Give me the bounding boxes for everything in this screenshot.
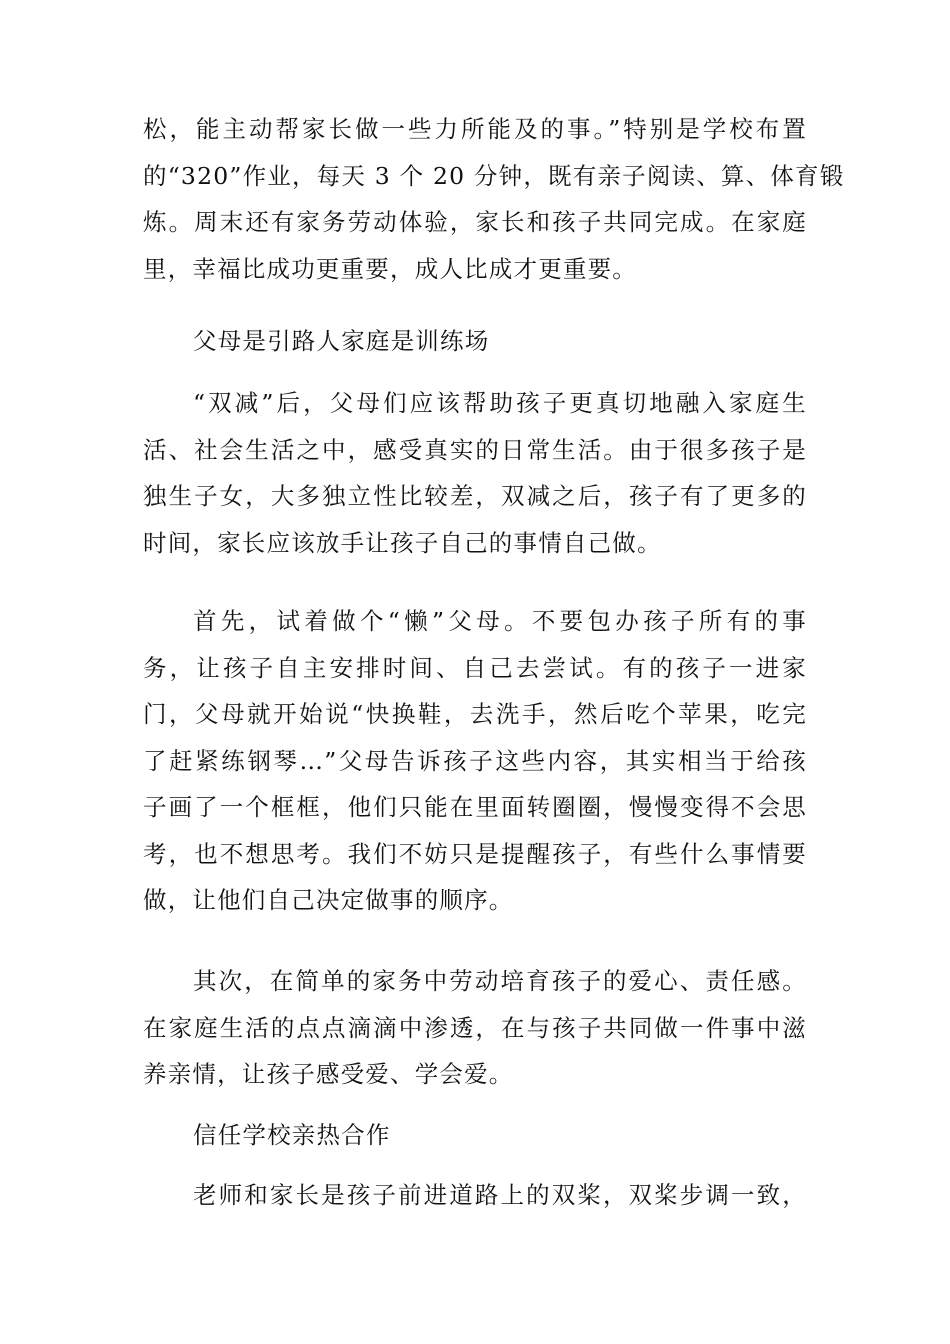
paragraph	[143, 598, 807, 924]
text-line: 活、社会生活之中，感受真实的日常生活。由于很多孩子是	[143, 435, 807, 464]
section-heading: 父母是引路人家庭是训练场	[193, 327, 490, 355]
text-line: 老师和家长是孩子前进道路上的双桨，双桨步调一致，	[193, 1181, 807, 1209]
text-line: 其次，在简单的家务中劳动培育孩子的爱心、责任感。	[193, 967, 807, 995]
text-line: 在家庭生活的点点滴滴中渗透，在与孩子共同做一件事中滋	[143, 1013, 807, 1042]
text-line: 考，也不想思考。我们不妨只是提醒孩子，有些什么事情要	[143, 839, 807, 868]
text-line: “双减”后，父母们应该帮助孩子更真切地融入家庭生	[193, 389, 807, 417]
paragraph	[143, 958, 807, 1098]
paragraph-continuation	[143, 106, 845, 292]
text-line: 门，父母就开始说“快换鞋，去洗手，然后吃个苹果，吃完	[143, 700, 807, 728]
text-line: 独生子女，大多独立性比较差，双减之后，孩子有了更多的	[143, 482, 807, 510]
text-line: 了赶紧练钢琴…”父母告诉孩子这些内容，其实相当于给孩	[143, 746, 807, 775]
text-line: 松，能主动帮家长做一些力所能及的事。”特别是学校布置	[143, 115, 807, 143]
text-line: 养亲情，让孩子感受爱、学会爱。	[143, 1060, 514, 1088]
section-heading: 信任学校亲热合作	[193, 1121, 391, 1149]
paragraph	[143, 1172, 807, 1219]
text-line: 的“320”作业，每天 3 个 20 分钟，既有亲子阅读、算、体育锻	[143, 161, 845, 190]
text-line: 首先，试着做个“懒”父母。不要包办孩子所有的事	[193, 607, 807, 635]
text-line: 时间，家长应该放手让孩子自己的事情自己做。	[143, 528, 662, 557]
text-line: 务，让孩子自主安排时间、自己去尝试。有的孩子一进家	[143, 653, 807, 682]
text-line: 炼。周末还有家务劳动体验，家长和孩子共同完成。在家庭	[143, 208, 807, 236]
paragraph	[143, 380, 807, 566]
text-line: 子画了一个框框，他们只能在里面转圈圈，慢慢变得不会思	[143, 793, 807, 821]
text-line: 里，幸福比成功更重要，成人比成才更重要。	[143, 254, 637, 283]
text-line: 做，让他们自己决定做事的顺序。	[143, 886, 514, 914]
